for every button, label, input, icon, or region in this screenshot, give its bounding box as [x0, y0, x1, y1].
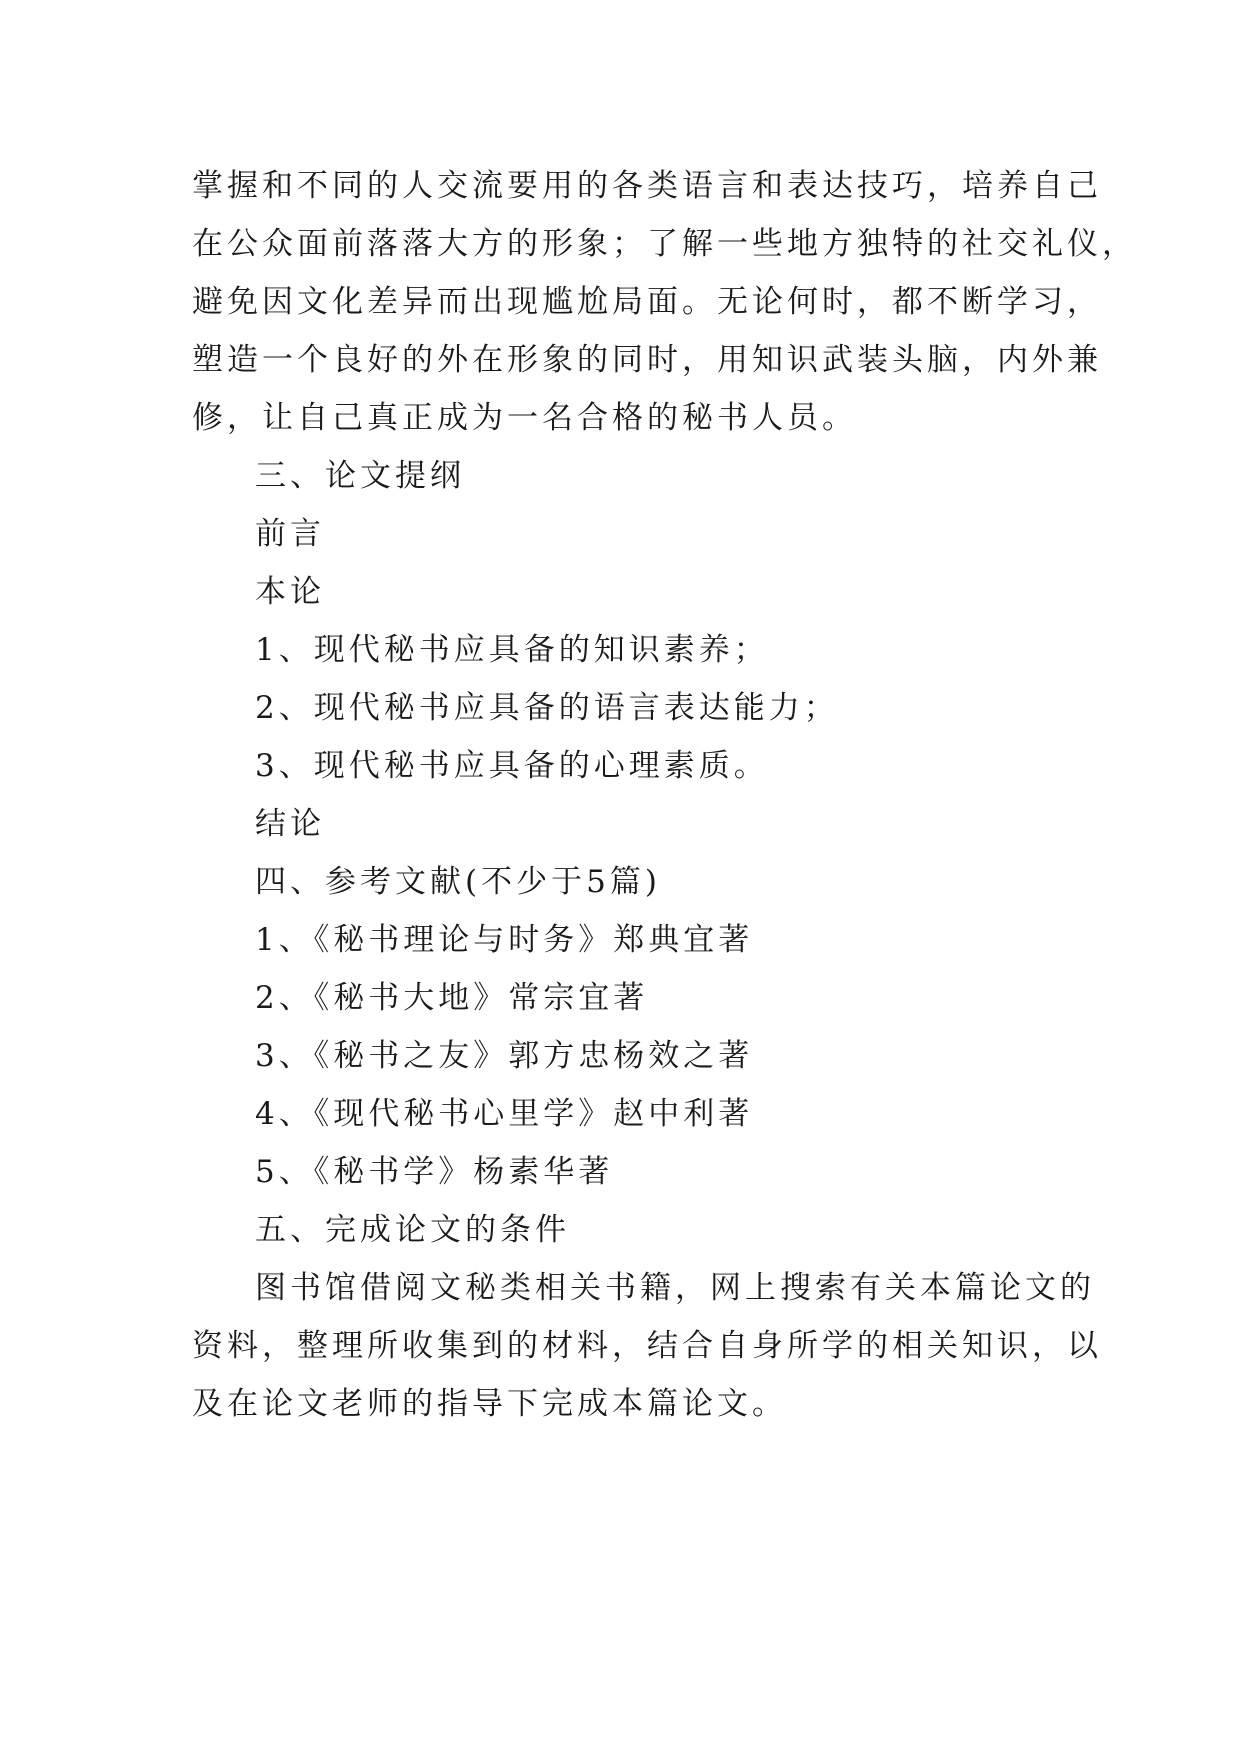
reference-item: 1、《秘书理论与时务》郑典宜著: [255, 922, 754, 958]
reference-item: 5、《秘书学》杨素华著: [255, 1154, 614, 1190]
outline-item: 2、现代秘书应具备的语言表达能力；: [255, 690, 839, 726]
paragraph-line: 资料，整理所收集到的材料，结合自身所学的相关知识，以: [192, 1328, 1102, 1364]
section-heading-outline: 三、论文提纲: [255, 458, 465, 494]
paragraph-line: 图书馆借阅文秘类相关书籍，网上搜索有关本篇论文的: [255, 1270, 1095, 1306]
reference-item: 2、《秘书大地》常宗宜著: [255, 980, 649, 1016]
section-heading-conditions: 五、完成论文的条件: [255, 1212, 570, 1248]
paragraph-line: 修，让自己真正成为一名合格的秘书人员。: [192, 400, 857, 436]
outline-main-body: 本论: [255, 574, 325, 610]
paragraph-line: 掌握和不同的人交流要用的各类语言和表达技巧，培养自己: [192, 168, 1102, 204]
section-heading-references: 四、参考文献(不少于5篇): [255, 864, 661, 900]
outline-item: 3、现代秘书应具备的心理素质。: [255, 748, 769, 784]
outline-preface: 前言: [255, 516, 325, 552]
reference-item: 4、《现代秘书心里学》赵中利著: [255, 1096, 754, 1132]
outline-item: 1、现代秘书应具备的知识素养；: [255, 632, 769, 668]
paragraph-line: 在公众面前落落大方的形象；了解一些地方独特的社交礼仪，: [192, 226, 1137, 262]
paragraph-line: 及在论文老师的指导下完成本篇论文。: [192, 1386, 787, 1422]
reference-item: 3、《秘书之友》郭方忠杨效之著: [255, 1038, 754, 1074]
outline-conclusion: 结论: [255, 806, 325, 842]
paragraph-line: 避免因文化差异而出现尴尬局面。无论何时，都不断学习，: [192, 284, 1102, 320]
paragraph-line: 塑造一个良好的外在形象的同时，用知识武装头脑，内外兼: [192, 342, 1102, 378]
